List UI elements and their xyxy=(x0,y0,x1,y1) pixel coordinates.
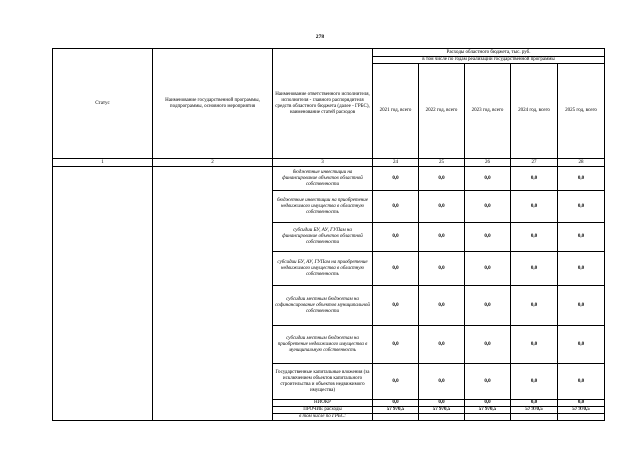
header-executor: Наименование ответственного исполнителя, исполнителя - главного распорядителя средств областного бюджета (далее - ГРБС), наименование статей расходов xyxy=(273,49,373,159)
row-value: 0,0 xyxy=(373,223,419,252)
column-number: 3 xyxy=(273,159,373,167)
header-status: Статус xyxy=(53,49,153,159)
header-expenses-title: Расходы областного бюджета, тыс. руб. xyxy=(373,49,605,57)
row-value xyxy=(465,414,511,421)
row-value: 57 970,5 xyxy=(558,407,605,414)
row-value: 0,0 xyxy=(419,364,465,400)
column-number: 26 xyxy=(465,159,511,167)
row-label: субсидии местным бюджетам на софинансирование объектов муниципальной собственности xyxy=(273,286,373,326)
row-value: 0,0 xyxy=(465,326,511,364)
row-value: 0,0 xyxy=(558,400,605,407)
column-number: 24 xyxy=(373,159,419,167)
row-value: 0,0 xyxy=(373,286,419,326)
row-value: 0,0 xyxy=(373,252,419,286)
header-year-2021: 2021 год, всего xyxy=(373,64,419,159)
row-value: 0,0 xyxy=(511,191,558,223)
row-value: 0,0 xyxy=(373,326,419,364)
row-value xyxy=(511,414,558,421)
row-value: 0,0 xyxy=(465,167,511,191)
column-number: 25 xyxy=(419,159,465,167)
row-value: 0,0 xyxy=(419,191,465,223)
row-value: 0,0 xyxy=(558,326,605,364)
row-value: 0,0 xyxy=(511,326,558,364)
row-value: 0,0 xyxy=(419,223,465,252)
row-label: ПРОЧИЕ расходы xyxy=(273,407,373,414)
header-year-2022: 2022 год, всего xyxy=(419,64,465,159)
header-year-2025: 2025 год, всего xyxy=(558,64,605,159)
row-label: НИОКР xyxy=(273,400,373,407)
row-label: бюджетные инвестиции на финансирование объектов областной собственности xyxy=(273,167,373,191)
row-label: бюджетные инвестиции на приобретение недвижимого имущества в областную собственность xyxy=(273,191,373,223)
header-program-name: Наименование государственной программы, подпрограммы, основного мероприятия xyxy=(153,49,273,159)
status-cell xyxy=(53,167,153,421)
header-expenses-subtitle: в том числе по годам реализации государственной программы xyxy=(373,57,605,64)
header-year-2024: 2024 год, всего xyxy=(511,64,558,159)
row-label: в том числе по ГРБС: xyxy=(273,414,373,421)
program-name-cell xyxy=(153,167,273,421)
row-value: 0,0 xyxy=(419,286,465,326)
row-value: 0,0 xyxy=(419,400,465,407)
row-value: 0,0 xyxy=(558,191,605,223)
header-year-2023: 2023 год, всего xyxy=(465,64,511,159)
row-value: 0,0 xyxy=(511,364,558,400)
row-value: 0,0 xyxy=(373,400,419,407)
row-value: 0,0 xyxy=(465,364,511,400)
table-row xyxy=(53,167,605,191)
row-value: 0,0 xyxy=(373,191,419,223)
row-value: 0,0 xyxy=(465,400,511,407)
row-label: субсидии местным бюджетам на приобретение недвижимого имущества в муниципальную собственность xyxy=(273,326,373,364)
row-value: 0,0 xyxy=(465,223,511,252)
row-value: 0,0 xyxy=(373,167,419,191)
row-label: субсидии БУ, АУ, ГУПам на приобретение недвижимого имущества в областную собственность xyxy=(273,252,373,286)
row-value: 0,0 xyxy=(558,364,605,400)
column-number: 28 xyxy=(558,159,605,167)
column-number: 27 xyxy=(511,159,558,167)
row-value xyxy=(558,414,605,421)
page-number: 278 xyxy=(315,34,325,40)
row-label: субсидии БУ, АУ, ГУПам на финансирование объектов областной собственности xyxy=(273,223,373,252)
column-number: 2 xyxy=(153,159,273,167)
row-value: 0,0 xyxy=(511,167,558,191)
row-value: 57 970,5 xyxy=(511,407,558,414)
row-value xyxy=(373,414,419,421)
row-value: 0,0 xyxy=(465,191,511,223)
row-value: 57 970,5 xyxy=(419,407,465,414)
row-value xyxy=(419,414,465,421)
row-value: 0,0 xyxy=(373,364,419,400)
row-value: 0,0 xyxy=(558,167,605,191)
row-value: 0,0 xyxy=(511,252,558,286)
row-value: 0,0 xyxy=(558,252,605,286)
row-value: 0,0 xyxy=(511,400,558,407)
row-value: 0,0 xyxy=(419,252,465,286)
column-number: 1 xyxy=(53,159,153,167)
row-value: 0,0 xyxy=(419,326,465,364)
row-value: 0,0 xyxy=(465,252,511,286)
row-label: Государственные капитальные вложения (за исключением объектов капитального строительства и объектов недвижимого имущества) xyxy=(273,364,373,400)
row-value: 0,0 xyxy=(419,167,465,191)
row-value: 0,0 xyxy=(558,286,605,326)
budget-table xyxy=(52,48,605,421)
row-value: 0,0 xyxy=(465,286,511,326)
row-value: 0,0 xyxy=(511,286,558,326)
row-value: 57 970,5 xyxy=(465,407,511,414)
row-value: 0,0 xyxy=(558,223,605,252)
row-value: 57 970,5 xyxy=(373,407,419,414)
row-value: 0,0 xyxy=(511,223,558,252)
column-number-row xyxy=(53,159,605,167)
